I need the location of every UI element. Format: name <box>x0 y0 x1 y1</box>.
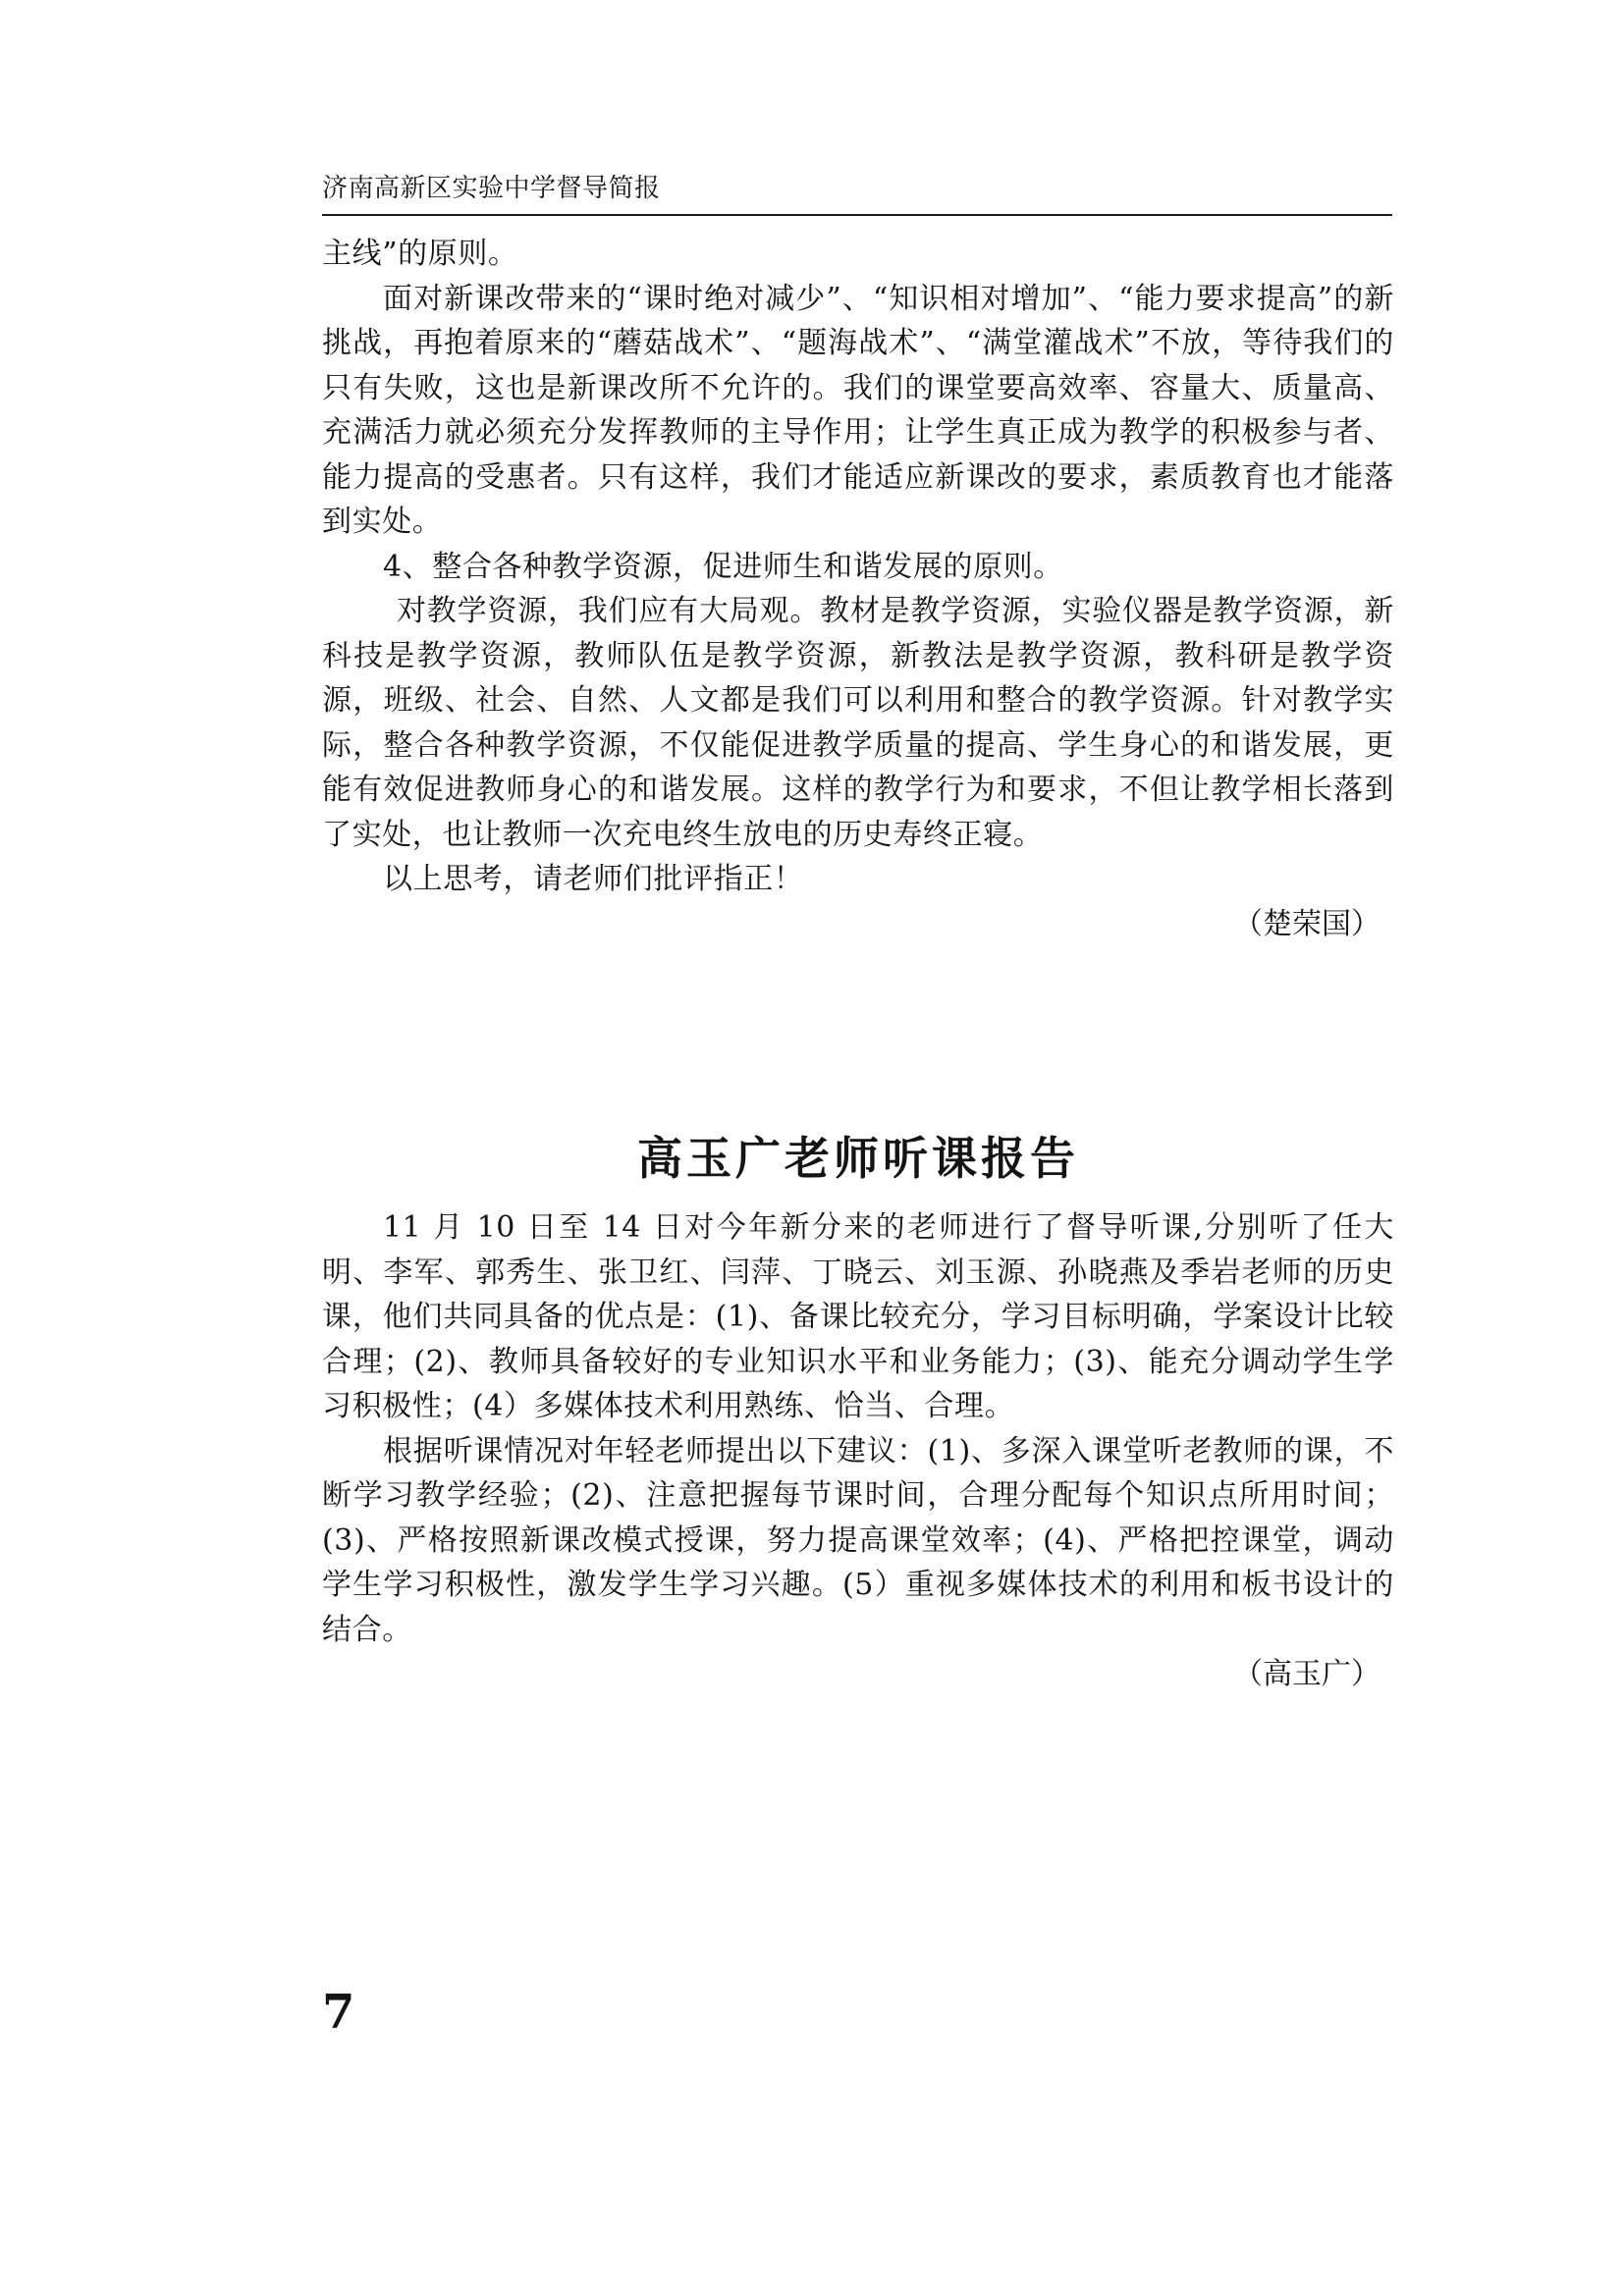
paragraph: 对教学资源，我们应有大局观。教材是教学资源，实验仪器是教学资源，新科技是教学资源，教师队伍是教学资源，新教法是教学资源，教科研是教学资源，班级、社会、自然、人文都是我们可以利用和整合的教学资源。针对教学实际，整合各种教学资源，不仅能促进教学质量的提高、学生身心的和谐发展，更能有效促进教师身心的和谐发展。这样的教学行为和要求，不但让教学相长落到了实处，也让教师一次充电终生放电的历史寿终正寝。 <box>322 594 1394 852</box>
author-signature: （楚荣国） <box>1233 906 1380 941</box>
author-signature: （高玉广） <box>1233 1657 1380 1691</box>
newsletter-title: 济南高新区实验中学督导简报 <box>322 174 661 203</box>
closing-line: 以上思考，请老师们批评指正！ <box>383 862 804 896</box>
principle-heading: 4、整合各种教学资源，促进师生和谐发展的原则。 <box>383 549 1063 584</box>
observation-report <box>322 1205 1394 1697</box>
paragraph: 面对新课改带来的“课时绝对减少”、“知识相对增加”、“能力要求提高”的新挑战，再抱着原来的“蘑菇战术”、“题海战术”、“满堂灌战术”不放，等待我们的只有失败，这也是新课改所不允许的。我们的课堂要高效率、容量大、质量高、充满活力就必须充分发挥教师的主导作用；让学生真正成为教学的积极参与者、能力提高的受惠者。只有这样，我们才能适应新课改的要求，素质教育也才能落到实处。 <box>322 281 1394 539</box>
paragraph: 11 月 10 日至 14 日对今年新分来的老师进行了督导听课,分别听了任大明、李军、郭秀生、张卫红、闫萍、丁晓云、刘玉源、孙晓燕及季岩老师的历史课，他们共同具备的优点是：(1)、备课比较充分，学习目标明确，学案设计比较合理；(2)、教师具备较好的专业知识水平和业务能力；(3)、能充分调动学生学习积极性；(4）多媒体技术利用熟练、恰当、合理。 <box>322 1210 1394 1423</box>
article-continuation <box>322 232 1394 947</box>
page-number: 7 <box>322 1985 355 2040</box>
running-header <box>322 169 1392 216</box>
report-title: 高玉广老师听课报告 <box>637 1132 1079 1185</box>
paragraph: 根据听课情况对年轻老师提出以下建议：(1)、多深入课堂听老教师的课，不断学习教学经验；(2)、注意把握每节课时间，合理分配每个知识点所用时间；(3)、严格按照新课改模式授课，努力提高课堂效率；(4)、严格把控课堂，调动学生学习积极性，激发学生学习兴趣。(5）重视多媒体技术的利用和板书设计的结合。 <box>322 1433 1394 1647</box>
paragraph: 主线”的原则。 <box>322 237 518 271</box>
